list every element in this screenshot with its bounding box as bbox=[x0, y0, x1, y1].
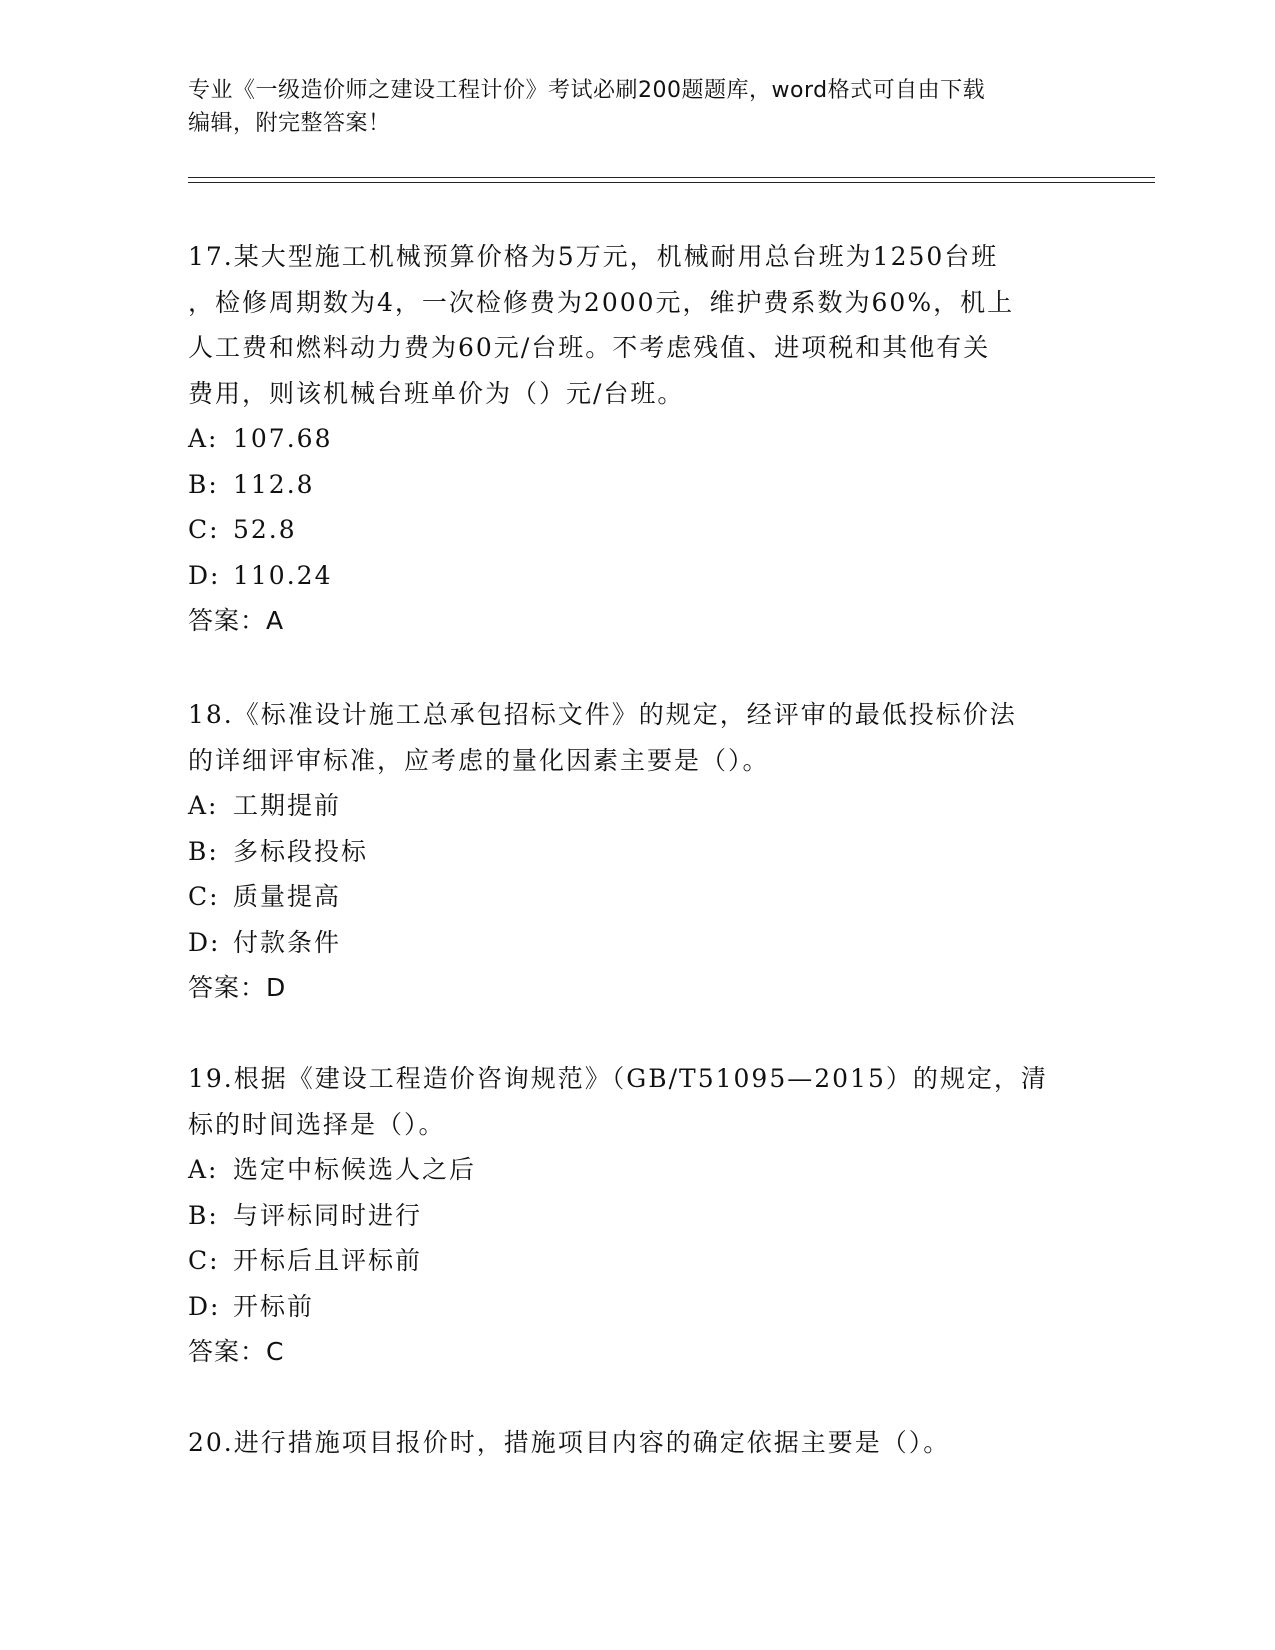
option-d bbox=[188, 1284, 1088, 1330]
option-a bbox=[188, 783, 1088, 829]
option-b bbox=[188, 1193, 1088, 1239]
answer: 答案：C bbox=[188, 1337, 285, 1366]
option-letter: A: bbox=[188, 791, 219, 820]
option-a bbox=[188, 416, 1088, 462]
option-letter: B: bbox=[188, 836, 219, 866]
option-text: 开标前 bbox=[233, 1291, 315, 1321]
option-a bbox=[188, 1147, 1088, 1193]
answer: 答案：A bbox=[188, 606, 285, 635]
option-b bbox=[188, 462, 1088, 508]
option-text: 与评标同时进行 bbox=[233, 1200, 423, 1230]
option-text: 110.24 bbox=[233, 560, 333, 590]
question-19 bbox=[188, 1056, 1088, 1375]
question-20 bbox=[188, 1420, 1088, 1466]
stem-line: 标的时间选择是（）。 bbox=[188, 1109, 446, 1139]
option-c bbox=[188, 507, 1088, 553]
option-letter: C: bbox=[188, 515, 220, 544]
option-c bbox=[188, 874, 1088, 920]
option-text: 52.8 bbox=[233, 515, 297, 544]
stem-line: 19.根据《建设工程造价咨询规范》（GB/T51095—2015）的规定，清 bbox=[188, 1064, 1048, 1093]
option-letter: D: bbox=[188, 560, 221, 590]
question-stem bbox=[188, 1420, 1088, 1466]
stem-line: 18.《标准设计施工总承包招标文件》的规定，经评审的最低投标价法 bbox=[188, 700, 1017, 729]
option-d bbox=[188, 920, 1088, 966]
question-stem bbox=[188, 1056, 1088, 1147]
header-rule-bottom bbox=[188, 182, 1155, 183]
question-stem bbox=[188, 692, 1088, 783]
option-letter: D: bbox=[188, 927, 221, 957]
option-c bbox=[188, 1238, 1088, 1284]
option-letter: A: bbox=[188, 1155, 219, 1184]
option-letter: B: bbox=[188, 469, 219, 499]
option-text: 112.8 bbox=[233, 469, 315, 499]
stem-line: 20.进行措施项目报价时，措施项目内容的确定依据主要是（）。 bbox=[188, 1428, 951, 1457]
stem-line: ，检修周期数为4，一次检修费为2000元，维护费系数为60%，机上 bbox=[188, 287, 1015, 317]
option-letter: A: bbox=[188, 424, 219, 453]
document-header bbox=[188, 74, 1088, 140]
stem-line: 的详细评审标准，应考虑的量化因素主要是（）。 bbox=[188, 745, 770, 775]
option-text: 付款条件 bbox=[233, 927, 342, 957]
stem-line: 人工费和燃料动力费为60元/台班。不考虑残值、进项税和其他有关 bbox=[188, 333, 991, 362]
option-b bbox=[188, 829, 1088, 875]
stem-line: 17.某大型施工机械预算价格为5万元，机械耐用总台班为1250台班 bbox=[188, 242, 999, 271]
answer: 答案：D bbox=[188, 973, 287, 1002]
option-letter: C: bbox=[188, 1246, 220, 1275]
option-text: 选定中标候选人之后 bbox=[233, 1155, 477, 1184]
question-stem bbox=[188, 234, 1088, 416]
question-17 bbox=[188, 234, 1088, 644]
option-letter: B: bbox=[188, 1200, 219, 1230]
option-text: 107.68 bbox=[233, 424, 333, 453]
option-letter: D: bbox=[188, 1291, 221, 1321]
option-d bbox=[188, 553, 1088, 599]
option-text: 多标段投标 bbox=[233, 836, 369, 866]
option-text: 开标后且评标前 bbox=[233, 1246, 423, 1275]
header-line-2: 编辑，附完整答案！ bbox=[188, 111, 391, 136]
header-rule-top bbox=[188, 177, 1155, 178]
header-line-1: 专业《一级造价师之建设工程计价》考试必刷200题题库，word格式可自由下载 bbox=[188, 78, 986, 103]
option-letter: C: bbox=[188, 882, 220, 911]
option-text: 质量提高 bbox=[233, 882, 342, 911]
option-text: 工期提前 bbox=[233, 791, 342, 820]
stem-line: 费用，则该机械台班单价为（）元/台班。 bbox=[188, 378, 685, 408]
question-18 bbox=[188, 692, 1088, 1011]
